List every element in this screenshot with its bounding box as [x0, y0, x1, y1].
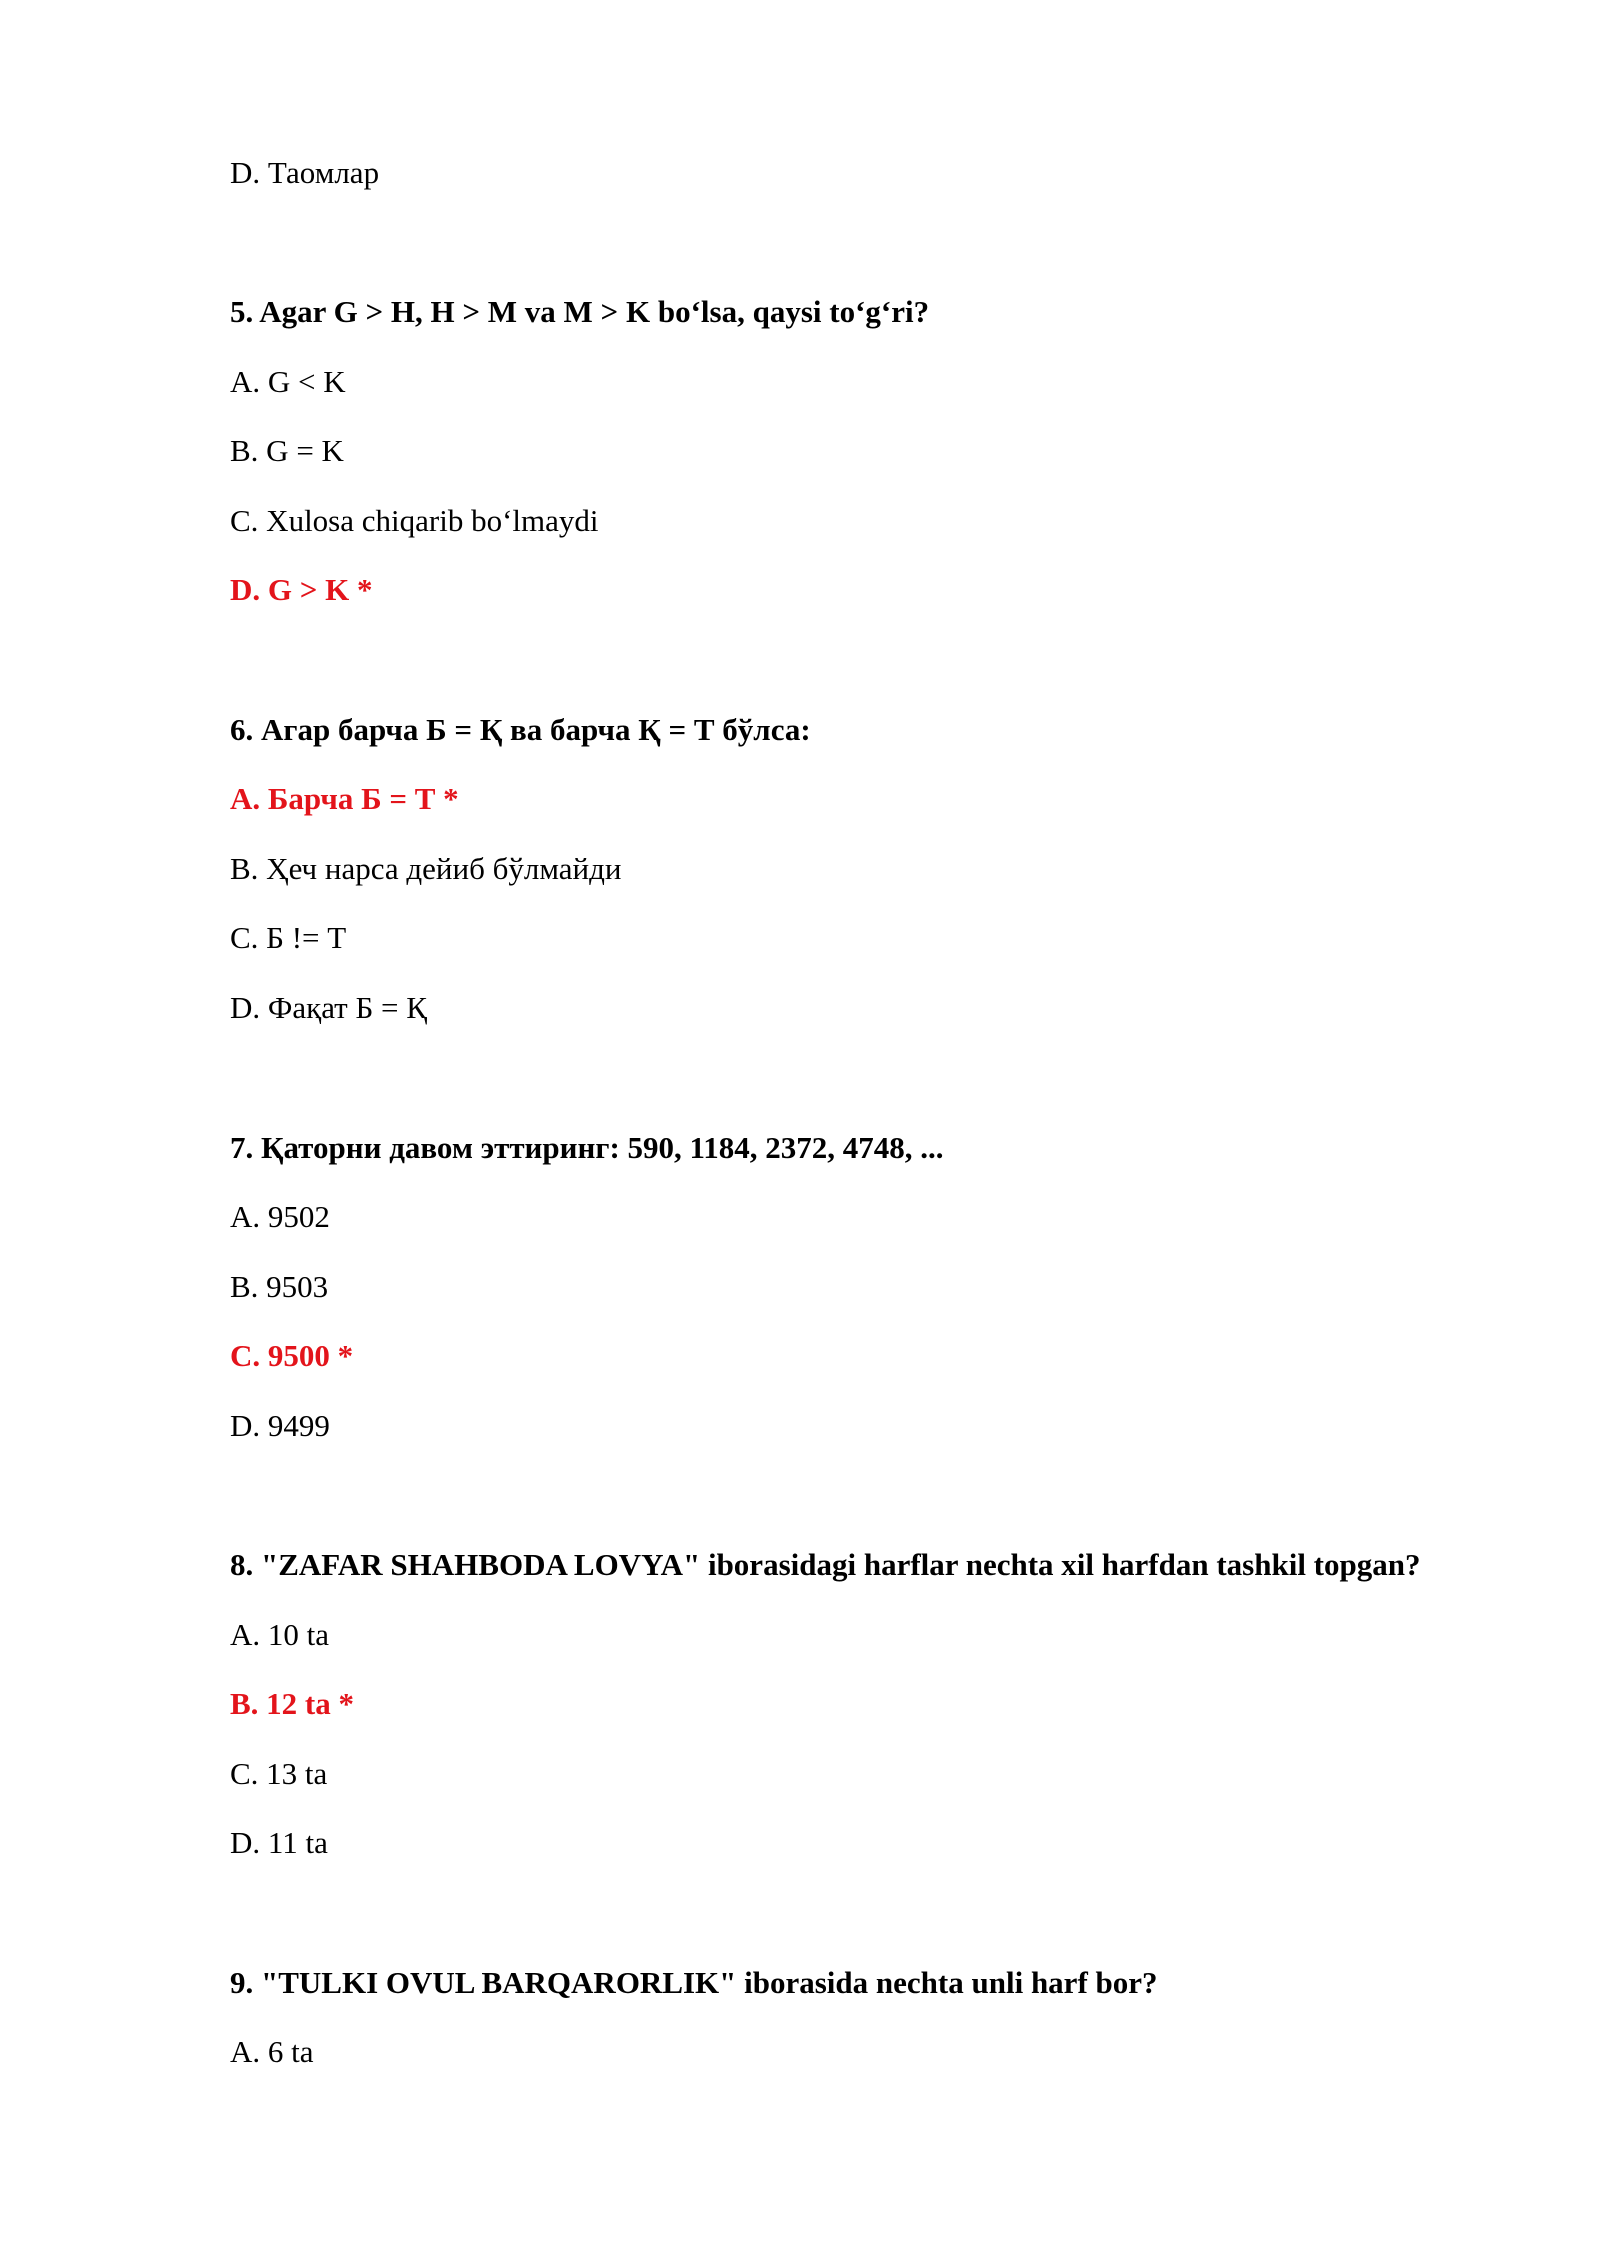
option-8a: A. 10 ta [230, 1617, 330, 1652]
option-4d: D. Таомлар [230, 155, 380, 190]
option-6a-correct: A. Барча Б = Т * [230, 781, 459, 816]
question-9: 9. "TULKI OVUL BARQARORLIK" iborasida nechta unli harf bor? [230, 1965, 1158, 2000]
option-7c-correct: C. 9500 * [230, 1338, 354, 1373]
option-8b-correct: B. 12 ta * [230, 1686, 354, 1721]
option-7b: B. 9503 [230, 1269, 329, 1304]
option-7d: D. 9499 [230, 1408, 330, 1443]
option-7a: A. 9502 [230, 1199, 330, 1234]
question-7: 7. Қаторни давом эттиринг: 590, 1184, 2372, 4748, ... [230, 1130, 944, 1165]
option-5c: C. Xulosa chiqarib bo‘lmaydi [230, 503, 599, 538]
option-6b: B. Ҳеч нарса дейиб бўлмайди [230, 851, 622, 886]
option-5a: A. G < K [230, 364, 346, 399]
question-6: 6. Агар барча Б = Қ ва барча Қ = Т бўлса: [230, 712, 811, 747]
question-5: 5. Agar G > H, H > M va M > K bo‘lsa, qaysi to‘g‘ri? [230, 294, 930, 329]
question-8: 8. "ZAFAR SHAHBODA LOVYA" iborasidagi harflar nechta xil harfdan tashkil topgan? [230, 1547, 1421, 1582]
option-8c: C. 13 ta [230, 1756, 328, 1791]
option-9a: A. 6 ta [230, 2034, 314, 2069]
option-5b: B. G = K [230, 433, 344, 468]
option-6c: C. Б != Т [230, 920, 347, 955]
option-6d: D. Фақат Б = Қ [230, 990, 427, 1025]
option-8d: D. 11 ta [230, 1825, 328, 1860]
option-5d-correct: D. G > K * [230, 572, 373, 607]
